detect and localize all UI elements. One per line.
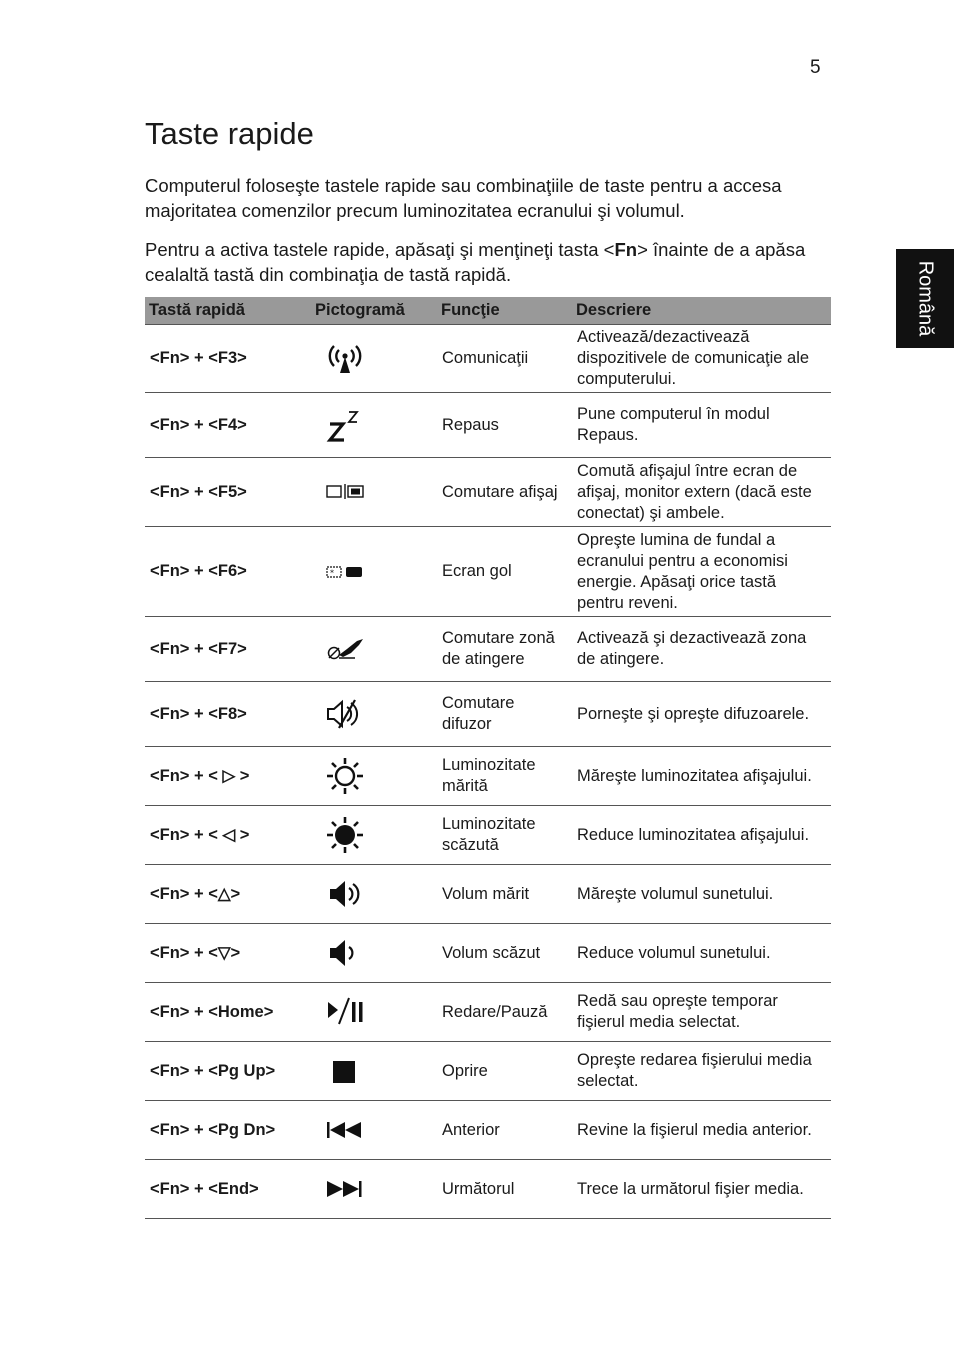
hotkey-cell: <Fn> + <▽> — [145, 924, 311, 983]
hotkey-cell: <Fn> + <F5> — [145, 458, 311, 527]
hotkey-cell: <Fn> + <Pg Up> — [145, 1042, 311, 1101]
table-row — [145, 325, 831, 393]
function-cell: Ecran gol — [437, 527, 572, 617]
description-cell: Comută afişajul între ecran de afişaj, monitor extern (dacă este conectat) şi ambele. — [572, 458, 831, 527]
header-function: Funcţie — [437, 297, 572, 325]
intro-paragraph-2 — [145, 237, 835, 287]
hotkey-cell: <Fn> + <Pg Dn> — [145, 1101, 311, 1160]
speaker-mute-icon — [325, 694, 365, 734]
hotkey-cell: <Fn> + <F3> — [145, 325, 311, 393]
table-row — [145, 983, 831, 1042]
sleep-icon — [325, 405, 365, 445]
description-cell: Trece la următorul fişier media. — [572, 1160, 831, 1219]
table-row — [145, 924, 831, 983]
description-cell: Opreşte redarea fişierului media selectat. — [572, 1042, 831, 1101]
description-cell: Pune computerul în modul Repaus. — [572, 393, 831, 458]
wireless-icon — [325, 339, 365, 379]
table-row — [145, 1042, 831, 1101]
description-cell: Măreşte luminozitatea afişajului. — [572, 747, 831, 806]
function-cell: Redare/Pauză — [437, 983, 572, 1042]
description-cell: Reduce volumul sunetului. — [572, 924, 831, 983]
header-hotkey: Tastă rapidă — [145, 297, 311, 325]
hotkey-cell: <Fn> + <△> — [145, 865, 311, 924]
hotkey-cell: <Fn> + <End> — [145, 1160, 311, 1219]
page-number: 5 — [810, 57, 821, 78]
blank-screen-icon — [325, 552, 365, 592]
hotkey-cell: <Fn> + <F7> — [145, 617, 311, 682]
hotkey-cell: <Fn> + < ◁ > — [145, 806, 311, 865]
touchpad-toggle-icon — [325, 629, 365, 669]
stop-icon — [325, 1051, 365, 1091]
page-title: Taste rapide — [145, 116, 314, 151]
function-cell: Luminozitate scăzută — [437, 806, 572, 865]
hotkey-cell: <Fn> + <Home> — [145, 983, 311, 1042]
display-toggle-icon — [325, 472, 365, 512]
header-icon: Pictogramă — [311, 297, 437, 325]
header-description: Descriere — [572, 297, 831, 325]
function-cell: Comunicaţii — [437, 325, 572, 393]
intro-2-fn: Fn — [614, 239, 638, 260]
description-cell: Redă sau opreşte temporar fişierul media selectat. — [572, 983, 831, 1042]
function-cell: Comutare afişaj — [437, 458, 572, 527]
language-tab-label: Română — [914, 260, 937, 337]
table-row — [145, 1101, 831, 1160]
table-row — [145, 682, 831, 747]
function-cell: Oprire — [437, 1042, 572, 1101]
description-cell: Activează şi dezactivează zona de atingere. — [572, 617, 831, 682]
hotkey-cell: <Fn> + <F8> — [145, 682, 311, 747]
hotkey-cell: <Fn> + < ▷ > — [145, 747, 311, 806]
intro-2-after: > înainte de a apăsa cealaltă tastă din combinaţia de tastă rapidă. — [145, 239, 806, 285]
table-row — [145, 747, 831, 806]
hotkey-cell: <Fn> + <F6> — [145, 527, 311, 617]
function-cell: Luminozitate mărită — [437, 747, 572, 806]
brightness-down-icon — [325, 815, 365, 855]
next-icon — [325, 1169, 365, 1209]
description-cell: Reduce luminozitatea afişajului. — [572, 806, 831, 865]
description-cell: Opreşte lumina de fundal a ecranului pentru a economisi energie. Apăsaţi orice tastă pentru reveni. — [572, 527, 831, 617]
brightness-up-icon — [325, 756, 365, 796]
description-cell: Revine la fişierul media anterior. — [572, 1101, 831, 1160]
hotkey-cell: <Fn> + <F4> — [145, 393, 311, 458]
function-cell: Volum mărit — [437, 865, 572, 924]
description-cell: Măreşte volumul sunetului. — [572, 865, 831, 924]
intro-paragraph-1: Computerul foloseşte tastele rapide sau combinaţiile de taste pentru a accesa majoritatea comenzilor precum luminozitatea ecranului şi volumul. — [145, 175, 782, 221]
table-row — [145, 458, 831, 527]
function-cell: Anterior — [437, 1101, 572, 1160]
table-row — [145, 865, 831, 924]
volume-down-icon — [325, 933, 365, 973]
function-cell: Comutare zonă de atingere — [437, 617, 572, 682]
previous-icon — [325, 1110, 365, 1150]
volume-up-icon — [325, 874, 365, 914]
hotkey-table — [145, 297, 831, 1219]
table-row — [145, 1160, 831, 1219]
function-cell: Comutare difuzor — [437, 682, 572, 747]
intro-2-before: Pentru a activa tastele rapide, apăsaţi şi menţineţi tasta < — [145, 239, 615, 260]
table-header-row — [145, 297, 831, 325]
function-cell: Următorul — [437, 1160, 572, 1219]
table-row — [145, 806, 831, 865]
function-cell: Repaus — [437, 393, 572, 458]
play-pause-icon — [325, 992, 365, 1032]
function-cell: Volum scăzut — [437, 924, 572, 983]
table-row — [145, 527, 831, 617]
table-row — [145, 617, 831, 682]
table-row — [145, 393, 831, 458]
svg-text:*: * — [330, 568, 334, 577]
description-cell: Activează/dezactivează dispozitivele de comunicaţie ale computerului. — [572, 325, 831, 393]
description-cell: Porneşte şi opreşte difuzoarele. — [572, 682, 831, 747]
language-tab — [896, 249, 954, 348]
